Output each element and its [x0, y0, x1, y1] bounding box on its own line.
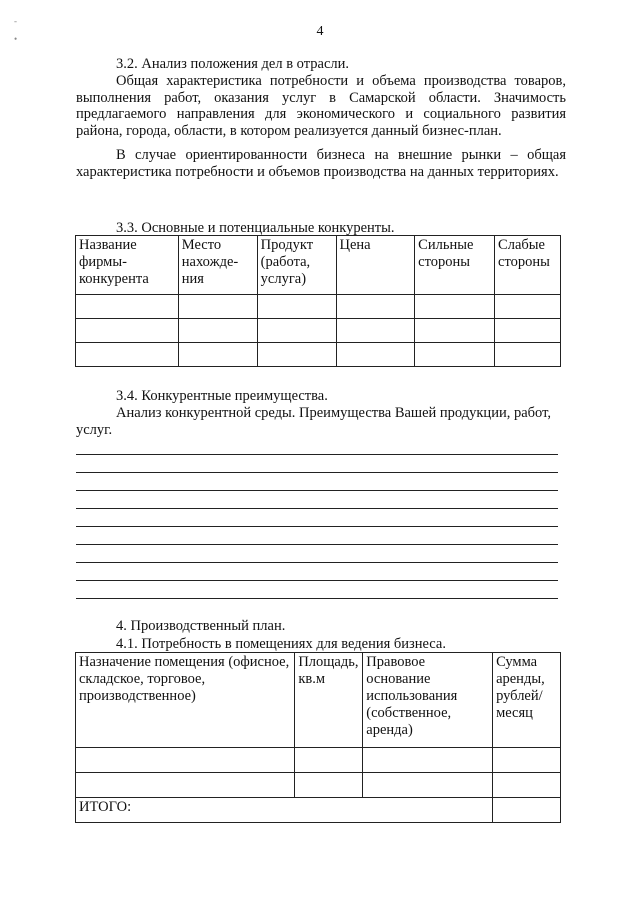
answer-line — [76, 508, 558, 509]
header-cell: Продукт (работа, услуга) — [257, 236, 336, 295]
header-cell: Сильные стороны — [415, 236, 495, 295]
header-cell: Сумма аренды, рублей/ месяц — [493, 653, 561, 748]
answer-line — [76, 580, 558, 581]
table-cell — [336, 295, 415, 319]
section-3-2-paragraph-1: Общая характеристика потребности и объема производства товаров, выполнения работ, оказания услуг в Самарской области. Значимость предлагаемого направления для экономического и социального развития района, города, области, в котором реализуется данный бизнес-план. — [76, 73, 566, 139]
table-cell — [257, 295, 336, 319]
table-cell — [178, 319, 257, 343]
table-cell — [495, 319, 561, 343]
table-cell — [76, 343, 179, 367]
header-cell: Цена — [336, 236, 415, 295]
answer-line — [76, 598, 558, 599]
answer-line — [76, 490, 558, 491]
table-cell — [178, 343, 257, 367]
table-header-row — [76, 653, 561, 748]
header-cell: Назначение помещения (офисное, складское, торговое, производственное) — [76, 653, 295, 748]
section-3-4-heading: 3.4. Конкурентные преимущества. — [116, 388, 328, 404]
table-cell — [415, 295, 495, 319]
table-row — [76, 319, 561, 343]
total-value-cell — [493, 798, 561, 823]
section-3-3-heading: 3.3. Основные и потенциальные конкуренты. — [116, 220, 395, 236]
scan-mark-bottom: • — [14, 34, 18, 44]
table-cell — [257, 343, 336, 367]
table-cell — [76, 773, 295, 798]
table-cell — [76, 295, 179, 319]
header-cell: Место нахожде-ния — [178, 236, 257, 295]
table-cell — [76, 748, 295, 773]
answer-line — [76, 544, 558, 545]
table-cell — [257, 319, 336, 343]
total-label: ИТОГО: — [76, 798, 493, 823]
answer-line — [76, 526, 558, 527]
answer-line — [76, 472, 558, 473]
table-cell — [493, 748, 561, 773]
answer-line — [76, 562, 558, 563]
table-cell — [493, 773, 561, 798]
section-3-2-paragraph-2: В случае ориентированности бизнеса на внешние рынки – общая характеристика потребности и объемов производства на данных территориях. — [76, 147, 566, 180]
header-cell: Слабые стороны — [495, 236, 561, 295]
table-cell — [178, 295, 257, 319]
premises-table — [75, 652, 561, 823]
table-header-row — [76, 236, 561, 295]
competitors-table — [75, 235, 561, 367]
table-cell — [295, 773, 363, 798]
scan-mark-top: - — [14, 16, 17, 26]
table-cell — [415, 343, 495, 367]
section-3-4-paragraph: Анализ конкурентной среды. Преимущества Вашей продукции, работ, услуг. — [76, 405, 551, 438]
answer-line — [76, 454, 558, 455]
header-cell: Название фирмы-конкурента — [76, 236, 179, 295]
table-row — [76, 295, 561, 319]
table-cell — [495, 343, 561, 367]
table-cell — [336, 319, 415, 343]
section-4-heading: 4. Производственный план. — [116, 618, 286, 634]
table-cell — [76, 319, 179, 343]
table-cell — [363, 773, 493, 798]
page-number: 4 — [316, 24, 324, 39]
header-cell: Площадь, кв.м — [295, 653, 363, 748]
table-cell — [295, 748, 363, 773]
table-cell — [415, 319, 495, 343]
table-row — [76, 343, 561, 367]
section-4-1-heading: 4.1. Потребность в помещениях для ведения бизнеса. — [116, 636, 446, 652]
table-cell — [495, 295, 561, 319]
table-row — [76, 748, 561, 773]
header-cell: Правовое основание использования (собственное, аренда) — [363, 653, 493, 748]
section-3-2-heading: 3.2. Анализ положения дел в отрасли. — [116, 56, 349, 72]
table-cell — [363, 748, 493, 773]
total-row — [76, 798, 561, 823]
table-cell — [336, 343, 415, 367]
table-row — [76, 773, 561, 798]
